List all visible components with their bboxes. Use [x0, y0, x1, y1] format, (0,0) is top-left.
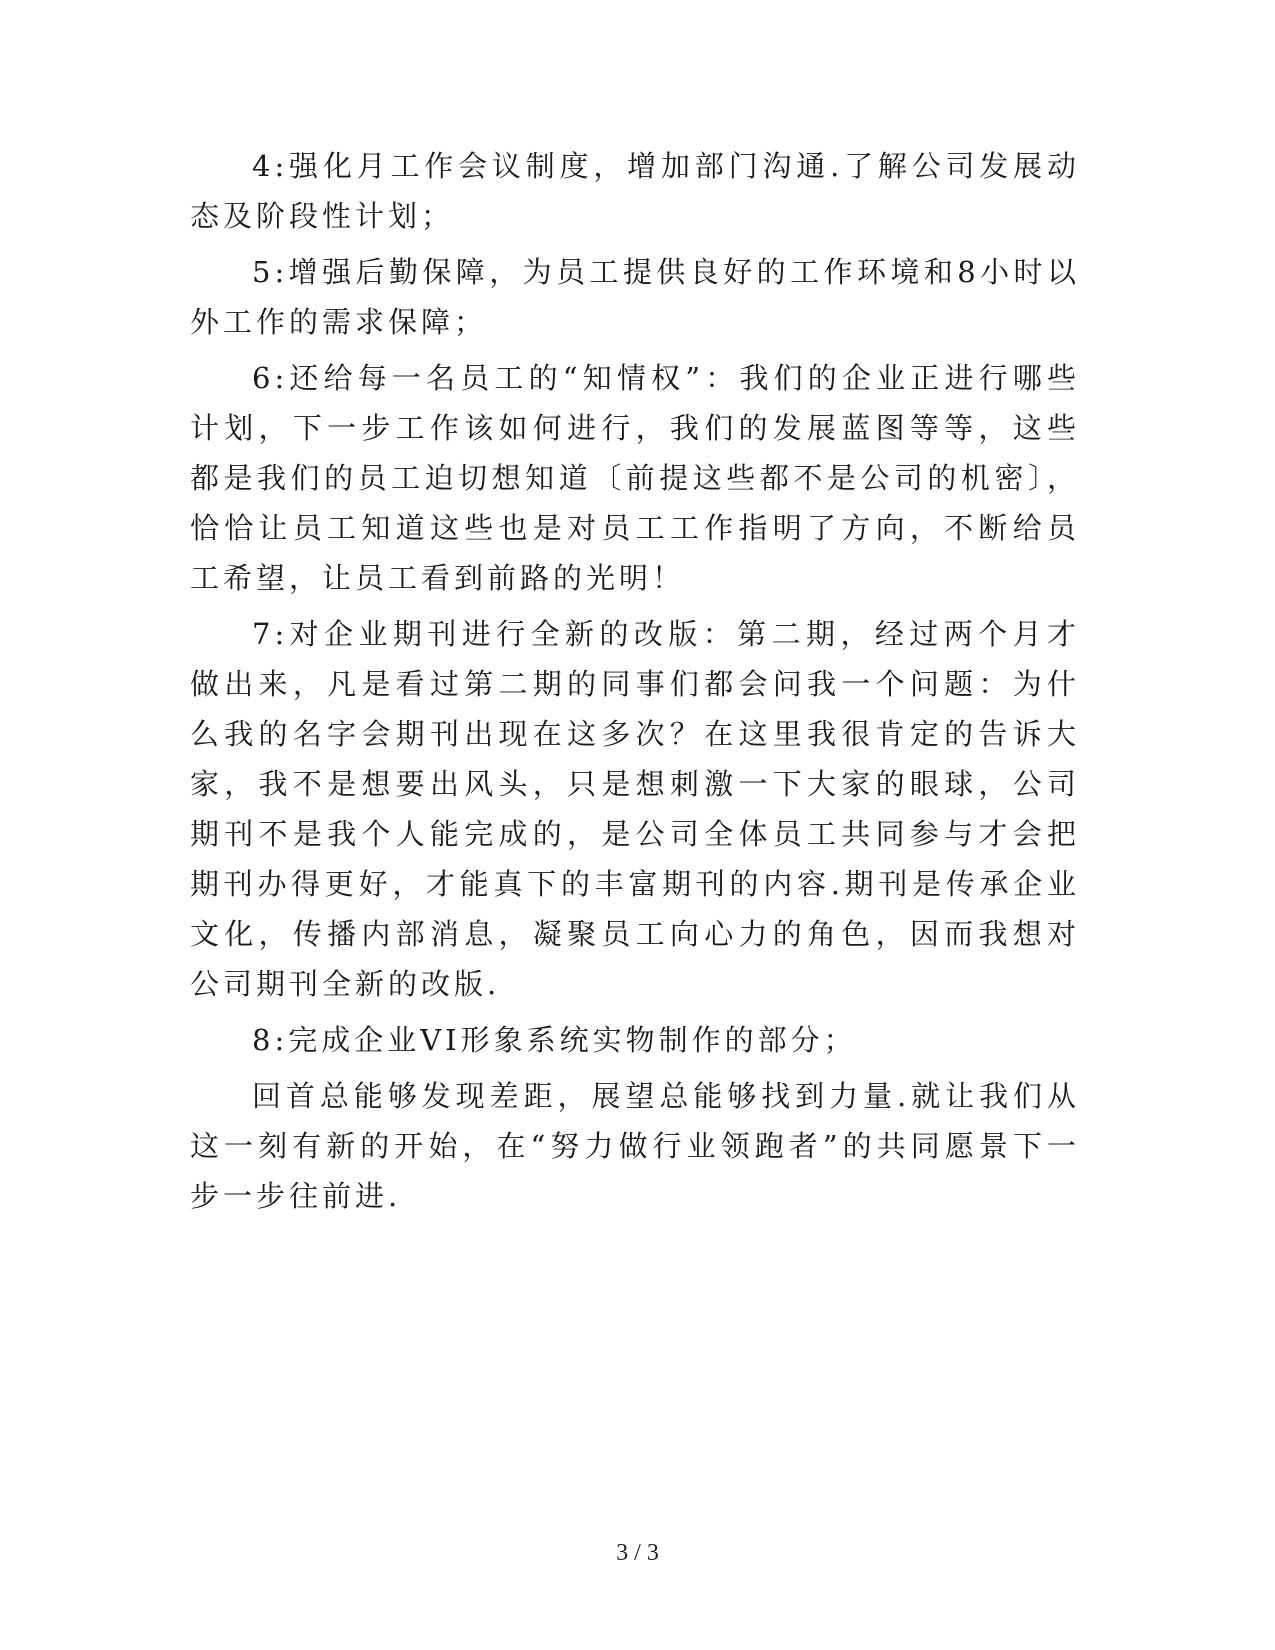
paragraph-item-6: 6:还给每一名员工的“知情权”：我们的企业正进行哪些计划，下一步工作该如何进行，我们的发展蓝图等等，这些都是我们的员工迫切想知道〔前提这些都不是公司的机密〕，恰恰让员工知道这些也是对员工工作指明了方向，不断给员工希望，让员工看到前路的光明！ [190, 361, 1080, 595]
page-number: 3 / 3 [616, 1540, 659, 1566]
paragraph-item-4: 4:强化月工作会议制度，增加部门沟通.了解公司发展动态及阶段性计划； [190, 149, 1080, 233]
paragraph-closing: 回首总能够发现差距，展望总能够找到力量.就让我们从这一刻有新的开始，在“努力做行业领跑者”的共同愿景下一步一步往前进. [190, 1079, 1080, 1213]
paragraph-item-8: 8:完成企业VI形象系统实物制作的部分； [252, 1023, 857, 1057]
paragraph-item-5: 5:增强后勤保障，为员工提供良好的工作环境和8小时以外工作的需求保障； [190, 255, 1080, 339]
paragraph-item-7: 7:对企业期刊进行全新的改版：第二期，经过两个月才做出来，凡是看过第二期的同事们都会问我一个问题：为什么我的名字会期刊出现在这多次？在这里我很肯定的告诉大家，我不是想要出风头，只是想刺激一下大家的眼球，公司期刊不是我个人能完成的，是公司全体员工共同参与才会把期刊办得更好，才能真下的丰富期刊的内容.期刊是传承企业文化，传播内部消息，凝聚员工向心力的角色，因而我想对公司期刊全新的改版. [190, 617, 1080, 1001]
document-body [190, 141, 1080, 1227]
